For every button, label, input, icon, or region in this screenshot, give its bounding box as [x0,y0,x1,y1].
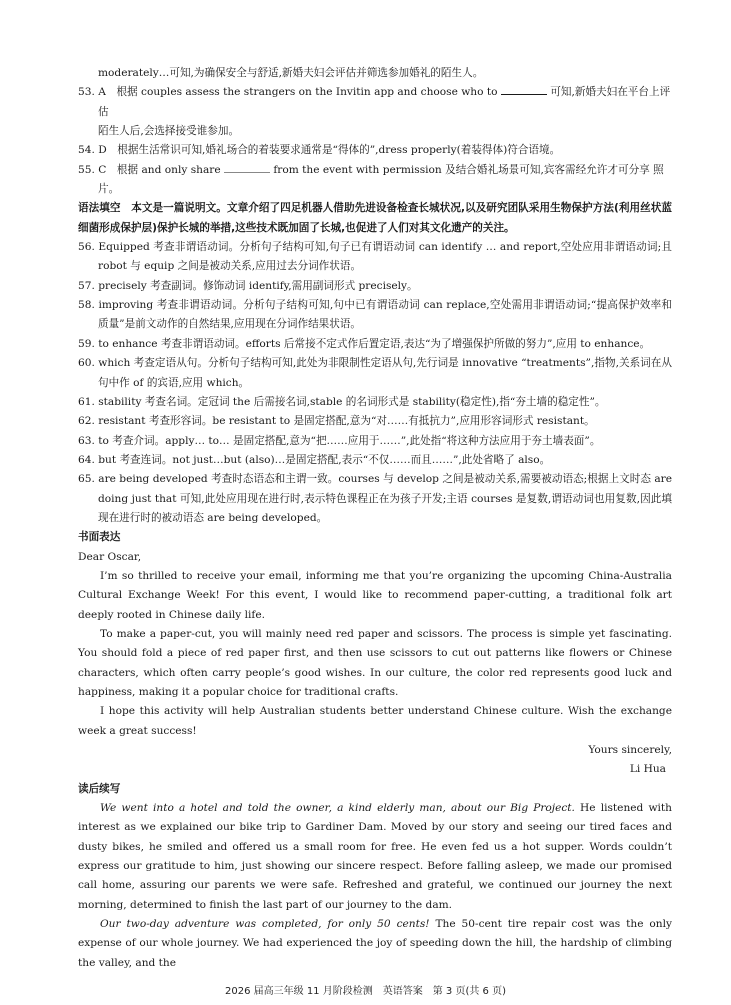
grammar-answer-item [78,412,672,431]
answer-53-blank [501,83,547,95]
grammar-answer-item [78,277,672,296]
grammar-answer-list [78,238,672,528]
answer-52-continued: moderately…可知,为确保安全与舒适,新婚夫妇会评估并筛选参加婚礼的陌生人。 [98,67,484,79]
letter-paragraph-1: I’m so thrilled to receive your email, informing me that you’re organizing the upcoming China-Australia Cultural Exchange Week! For this event, I would like to recommend paper-cutting, a traditional folk art deeply rooted in Chinese daily life. [78,569,672,621]
grammar-answer-number: 64. [78,453,95,466]
grammar-answer-number: 63. [78,434,95,447]
grammar-answer-text: stability 考查名词。定冠词 the 后需接名词,stable 的名词形式是 stability(稳定性),指“夯土墙的稳定性”。 [98,395,606,408]
continuation-p1-body: He listened with interest as we explained our bike trip to Gardiner Dam. Moved by our story and seeing our tired faces and dusty bikes, he smiled and offered us a small room for free. He even fed us a hot supper. Words couldn’t express our gratitude to him, just showing our sincere respect. Before falling asleep, we made our promised call home, assuring our parents we were safe. Refreshed and grateful, we continued our journey the next morning, determined to finish the last part of our journey to the dam. [78,802,672,911]
grammar-answer-number: 58. [78,299,95,312]
grammar-answer-item [78,451,672,470]
grammar-answer-number: 57. [78,279,95,292]
grammar-answer-number: 65. [78,473,95,486]
page-footer: 2026 届高三年级 11 月阶段检测 英语答案 第 3 页(共 6 页) [225,986,506,997]
grammar-answer-text: which 考查定语从句。分析句子结构可知,此处为非限制性定语从句,先行词是 innovative “treatments”,指物,关系词在从句中作 of 的宾语,应用 which。 [98,357,672,389]
letter-paragraph-3: I hope this activity will help Australian students better understand Chinese culture. Wish the exchange week a great success! [78,705,672,737]
grammar-answer-number: 62. [78,415,95,428]
grammar-answer-number: 56. [78,241,95,254]
continuation-paragraph-1 [78,799,672,915]
grammar-answer-number: 59. [78,337,95,350]
continuation-p2-body: The 50-cent tire repair cost was the only expense of our whole journey. We had experienced the joy of speeding down the hill, the hardship of climbing the valley, and the [78,918,672,969]
answer-55-part1: 55. C 根据 and only share [78,163,221,176]
grammar-answer-text: to 考查介词。apply… to… 是固定搭配,意为“把……应用于……”,此处指“将这种方法应用于夯土墙表面”。 [98,434,601,447]
continuation-paragraph-2 [78,915,672,973]
letter-salutation: Dear Oscar, [78,550,142,563]
answer-55 [78,161,672,200]
grammar-answer-text: but 考查连词。not just…but (also)…是固定搭配,表示“不仅……而且……”,此处省略了 also。 [98,453,551,466]
grammar-answer-text: resistant 考查形容词。be resistant to 是固定搭配,意为“对……有抵抗力”,应用形容词形式 resistant。 [98,415,595,428]
answer-54: 54. D 根据生活常识可知,婚礼场合的着装要求通常是“得体的”,dress properly(着装得体)符合语境。 [78,144,561,157]
grammar-answer-item [78,238,672,277]
answer-55-blank [224,161,270,173]
page-content [78,64,672,973]
grammar-answer-text: precisely 考查副词。修饰动词 identify,需用副词形式 precisely。 [98,279,418,292]
continuation-p2-opening: Our two-day adventure was completed, for only 50 cents! [100,918,430,931]
grammar-answer-text: Equipped 考查非谓语动词。分析句子结构可知,句子已有谓语动词 can identify … and report,空处应用非谓语动词;且 robot 与 equip 之间是被动关系,应用过去分词作状语。 [98,241,672,273]
answer-53-part3: 陌生人后,会选择接受谁参加。 [98,125,240,138]
answer-53-part2: 可知,新婚夫妇在平台上评估 [98,86,671,118]
grammar-answer-item [78,470,672,528]
grammar-answer-number: 60. [78,357,95,370]
grammar-answer-text: are being developed 考查时态语态和主谓一致。courses 与 develop 之间是被动关系,需要被动语态;根据上文时态 are doing just that 可知,此处应用现在进行时,表示特色课程正在为孩子开发;主语 courses 是复数,谓语动词也用复数,因此填现在进行时的被动语态 are being developed。 [98,473,672,524]
grammar-answer-text: improving 考查非谓语动词。分析句子结构可知,句中已有谓语动词 can replace,空处需用非谓语动词;“提高保护效率和质量”是前文动作的自然结果,应用现在分词作结果状语。 [98,299,673,331]
writing-heading: 书面表达 [78,531,121,544]
grammar-answer-item [78,393,672,412]
grammar-answer-number: 61. [78,395,95,408]
grammar-answer-item [78,296,672,335]
letter-closing: Yours sincerely, [588,744,672,757]
answer-55-part2: from the event with permission 及结合婚礼场景可知,宾客需经允许才可分享 [273,163,650,176]
answer-53-part1: 53. A 根据 couples assess the strangers on the Invitin app and choose who to [78,86,498,99]
grammar-answer-item [78,432,672,451]
grammar-answer-item [78,335,672,354]
letter-signature: Li Hua [629,763,666,776]
answer-53 [78,83,672,141]
answer-55-part3: 照片。 [98,163,664,196]
letter-paragraph-2: To make a paper-cut, you will mainly need red paper and scissors. The process is simple yet fascinating. You should fold a piece of red paper first, and then use scissors to cut out patterns like flowers or Chinese characters, which often carry people’s good wishes. In our culture, the color red represents good luck and happiness, making it a popular choice for traditional crafts. [78,627,672,698]
grammar-section-intro: 语法填空 本文是一篇说明文。文章介绍了四足机器人借助先进设备检查长城状况,以及研究团队采用生物保护方法(利用丝状蓝细菌形成保护层)保护长城的举措,这些技术既加固了长城,也促进了人们对其文化遗产的关注。 [78,202,672,234]
grammar-answer-item [78,354,672,393]
continuation-p1-opening: We went into a hotel and told the owner, a kind elderly man, about our Big Project. [100,802,575,815]
continuation-heading: 读后续写 [78,782,121,795]
grammar-answer-text: to enhance 考查非谓语动词。efforts 后常接不定式作后置定语,表达“为了增强保护所做的努力”,应用 to enhance。 [98,337,651,350]
